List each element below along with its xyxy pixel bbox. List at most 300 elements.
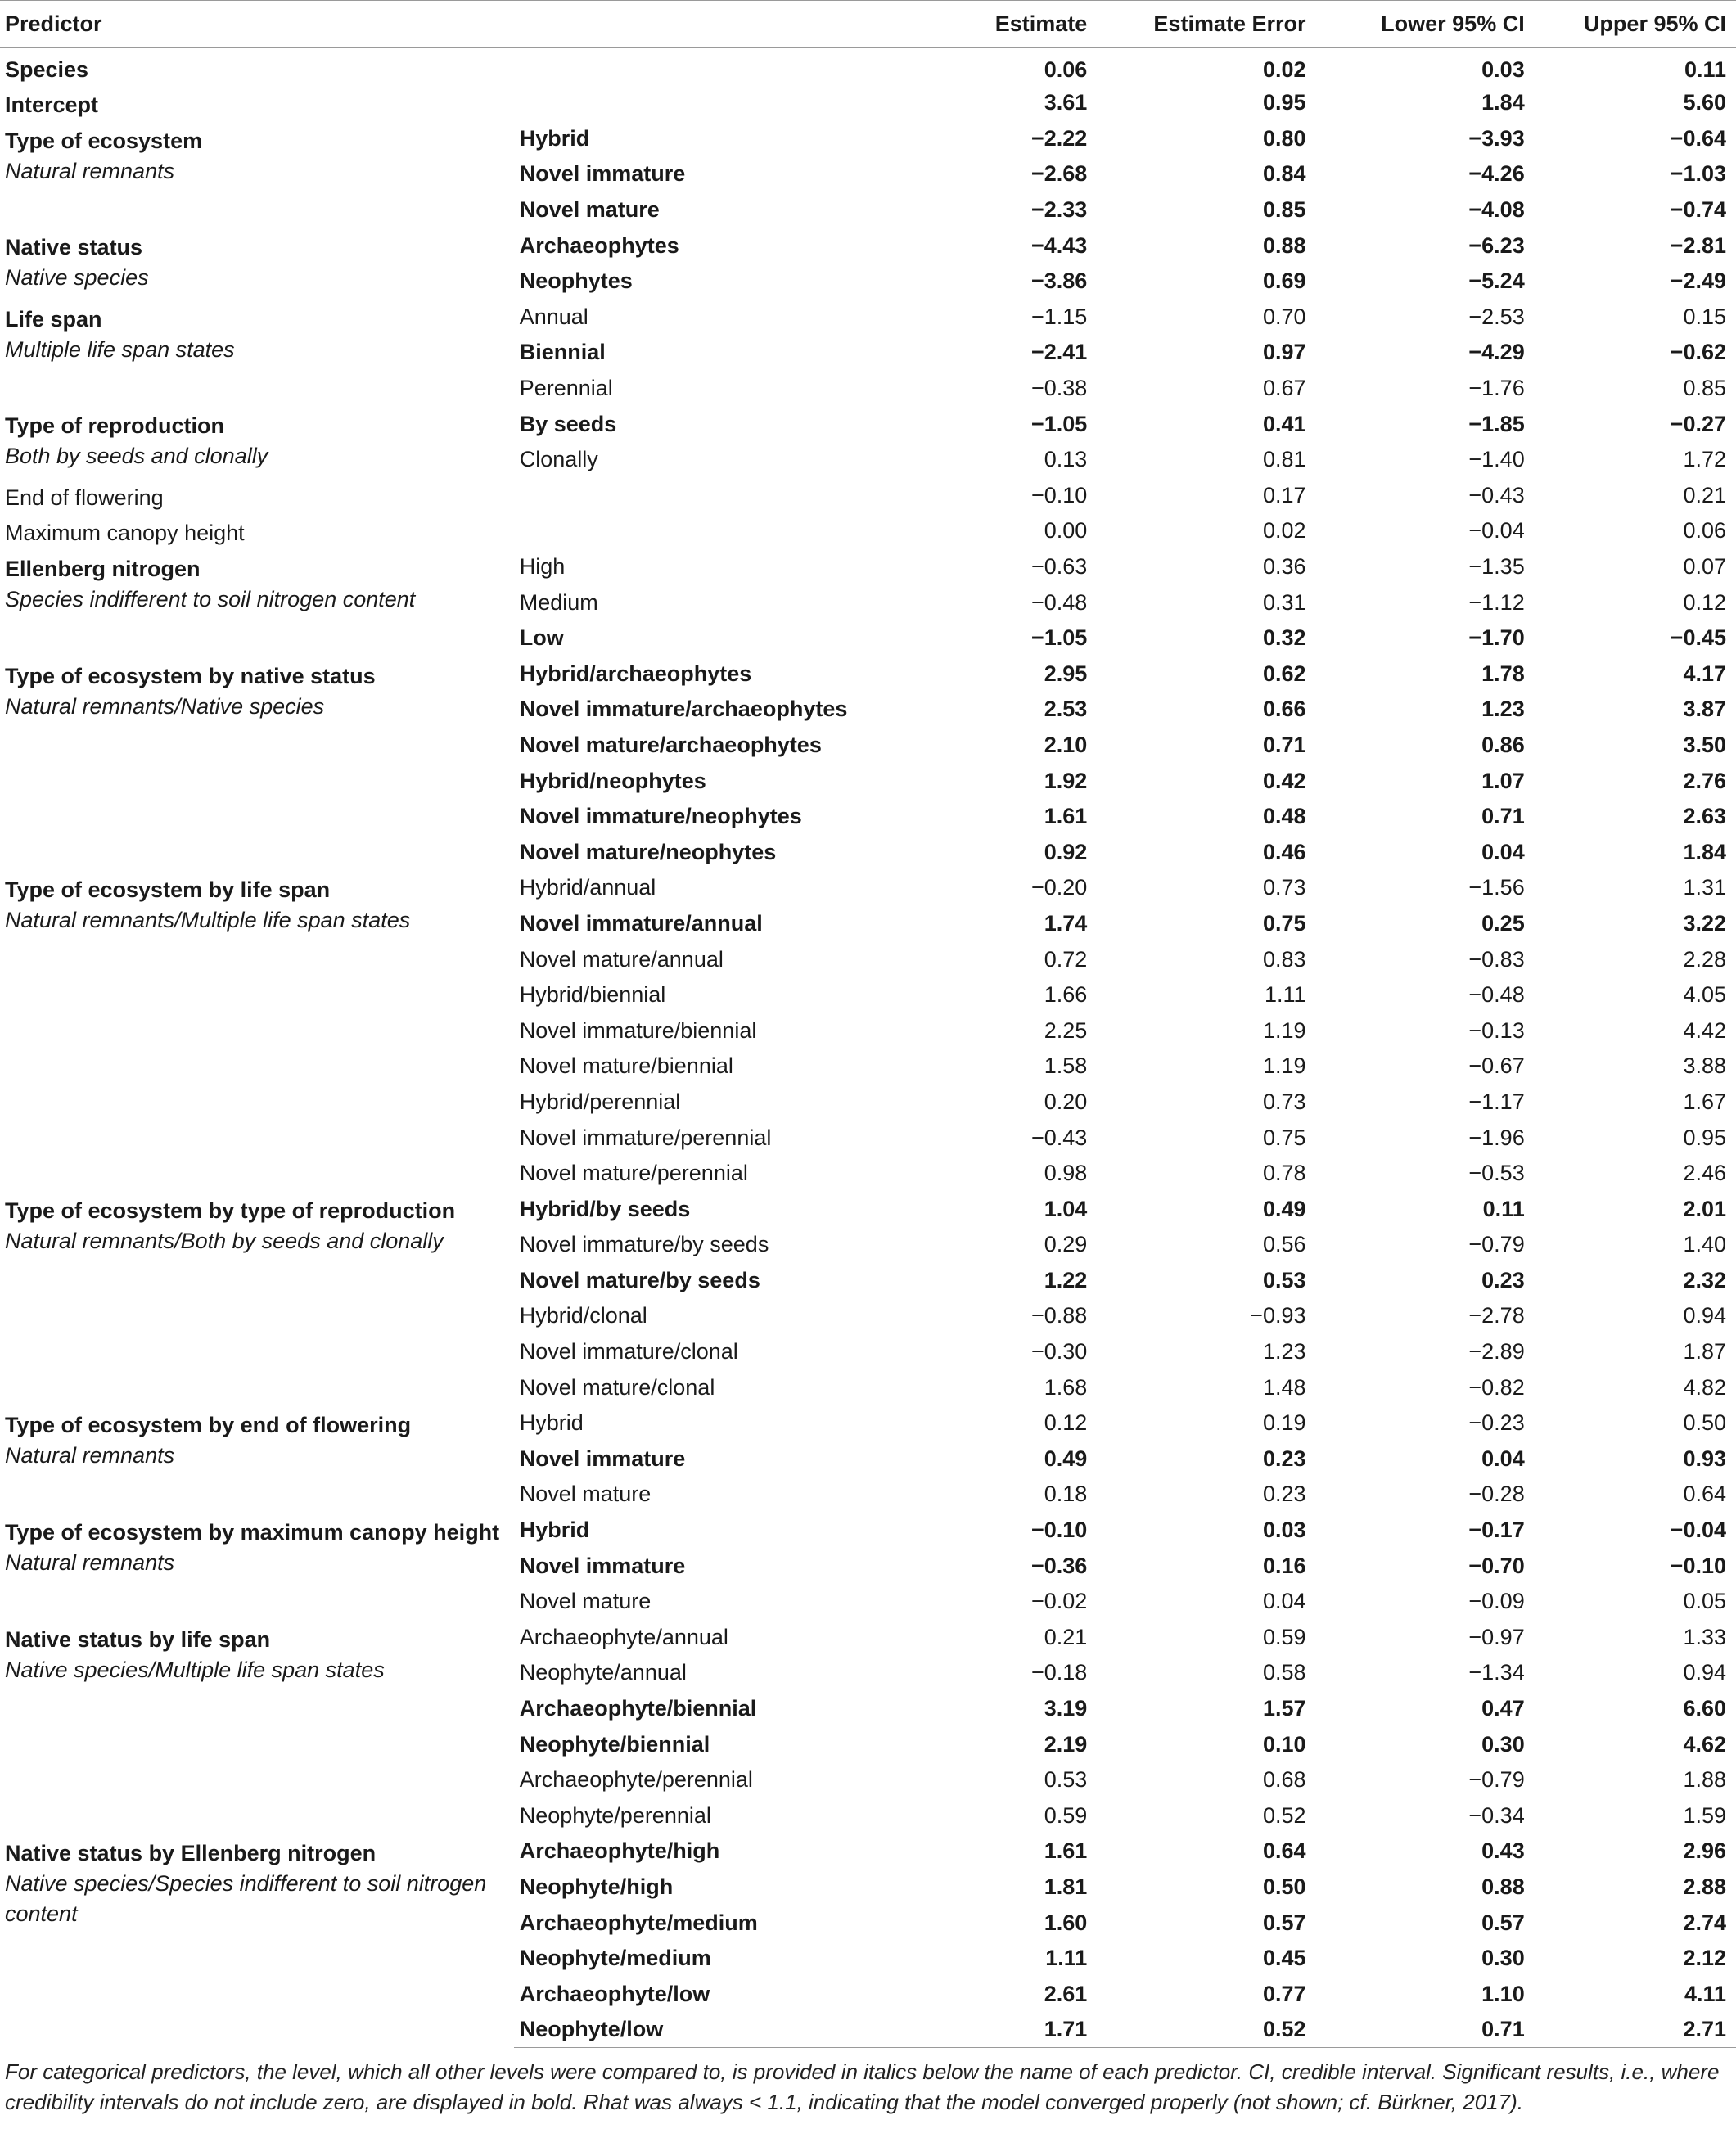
lower-ci-cell: −0.97: [1468, 1624, 1525, 1649]
table-row: [0, 121, 1736, 157]
table-row: [0, 478, 1736, 514]
lower-ci-cell: 1.78: [1481, 661, 1525, 686]
lower-ci-cell: −0.79: [1468, 1232, 1525, 1257]
estimate-cell: 2.61: [1044, 1981, 1088, 2006]
lower-ci-cell: −0.53: [1468, 1161, 1525, 1186]
lower-ci-cell: 1.07: [1481, 768, 1525, 793]
reference-level: Natural remnants: [5, 1442, 175, 1468]
estimate-error-cell: 0.84: [1262, 161, 1306, 187]
upper-ci-cell: −2.49: [1670, 268, 1726, 294]
lower-ci-cell: −0.48: [1468, 982, 1525, 1008]
lower-ci-cell: 0.88: [1481, 1874, 1525, 1899]
level-cell: Novel mature: [519, 197, 660, 223]
estimate-cell: −2.22: [1030, 125, 1088, 151]
estimate-cell: 3.19: [1044, 1696, 1088, 1721]
upper-ci-cell: 1.33: [1683, 1624, 1726, 1649]
lower-ci-cell: −0.34: [1468, 1802, 1525, 1828]
estimate-cell: 0.20: [1044, 1089, 1088, 1114]
lower-ci-cell: −4.29: [1468, 340, 1525, 365]
estimate-error-cell: −0.93: [1250, 1303, 1306, 1328]
level-cell: Neophytes: [519, 268, 633, 294]
predictor-cell: [0, 478, 514, 514]
estimate-cell: 0.13: [1044, 447, 1088, 472]
reference-level: Species indifferent to soil nitrogen content: [5, 586, 416, 611]
upper-ci-cell: 6.60: [1683, 1696, 1726, 1721]
table-row: [0, 1834, 1736, 1870]
estimate-cell: 0.06: [1044, 57, 1088, 82]
predictor-name: Native status by life span: [5, 1626, 271, 1652]
predictor-cell: [0, 406, 514, 477]
predictor-name: Type of reproduction: [5, 413, 224, 439]
level-cell: Archaeophyte/biennial: [519, 1696, 757, 1721]
estimate-cell: −1.15: [1030, 304, 1088, 329]
upper-ci-cell: 2.71: [1535, 2012, 1736, 2048]
estimate-cell: −2.33: [1030, 197, 1088, 223]
estimate-cell: 1.22: [1044, 1267, 1088, 1292]
lower-ci-cell: −1.40: [1468, 447, 1525, 472]
predictor-cell: [0, 48, 514, 86]
estimate-cell: 1.74: [1044, 910, 1088, 936]
lower-ci-cell: −0.83: [1468, 946, 1525, 972]
estimate-cell: 2.53: [1044, 697, 1088, 722]
estimate-error-cell: 0.59: [1262, 1624, 1306, 1649]
upper-ci-cell: 3.87: [1683, 697, 1726, 722]
level-cell: Hybrid/biennial: [519, 982, 666, 1008]
predictor-cell: [0, 870, 514, 1191]
estimate-error-cell: 0.85: [1262, 197, 1306, 223]
estimate-error-cell: 0.75: [1262, 910, 1306, 936]
level-cell: Archaeophyte/high: [519, 1838, 720, 1864]
lower-ci-cell: −1.17: [1468, 1089, 1525, 1114]
estimate-cell: 2.10: [1044, 732, 1088, 757]
estimate-error-cell: 0.73: [1262, 1089, 1306, 1114]
reference-level: Natural remnants/Multiple life span states: [5, 908, 411, 933]
level-cell: Novel mature/annual: [519, 946, 724, 972]
lower-ci-cell: −1.96: [1468, 1125, 1525, 1150]
table-row: [0, 1405, 1736, 1441]
upper-ci-cell: 0.93: [1683, 1446, 1726, 1471]
table-row: [0, 228, 1736, 264]
estimate-cell: −0.10: [1030, 482, 1088, 507]
predictor-name: Type of ecosystem by maximum canopy height: [5, 1519, 500, 1545]
predictor-name: Ellenberg nitrogen: [5, 556, 201, 581]
upper-ci-cell: 2.32: [1683, 1267, 1726, 1292]
level-cell: Biennial: [519, 340, 606, 365]
estimate-cell: −0.10: [1030, 1518, 1088, 1543]
predictor-cell: [0, 1620, 514, 1834]
estimate-error-cell: 1.23: [1262, 1339, 1306, 1364]
reference-level: Native species: [5, 265, 149, 291]
estimate-error-cell: 0.52: [1262, 1802, 1306, 1828]
upper-ci-cell: 0.50: [1683, 1410, 1726, 1436]
estimate-error-cell: 0.50: [1262, 1874, 1306, 1899]
lower-ci-cell: −2.78: [1468, 1303, 1525, 1328]
predictor-name: Type of ecosystem by end of flowering: [5, 1412, 412, 1437]
upper-ci-cell: 4.82: [1683, 1374, 1726, 1400]
lower-ci-cell: 0.30: [1481, 1946, 1525, 1971]
upper-ci-cell: 0.21: [1683, 482, 1726, 507]
level-cell: Annual: [519, 304, 588, 329]
predictor-cell: [0, 300, 514, 407]
estimate-cell: −0.43: [1030, 1125, 1088, 1150]
estimate-error-cell: 0.88: [1262, 232, 1306, 258]
level-cell: Archaeophyte/perennial: [519, 1767, 753, 1793]
reference-level: Natural remnants: [5, 1549, 175, 1575]
estimate-error-cell: 0.23: [1262, 1446, 1306, 1471]
lower-ci-cell: 0.57: [1481, 1910, 1525, 1935]
level-cell: Hybrid/clonal: [519, 1303, 647, 1328]
upper-ci-cell: 2.76: [1683, 768, 1726, 793]
predictor-name: Life span: [5, 306, 102, 332]
estimate-error-cell: 1.57: [1262, 1696, 1306, 1721]
estimate-error-cell: 0.64: [1262, 1838, 1306, 1864]
upper-ci-cell: −2.81: [1670, 232, 1726, 258]
estimate-cell: 0.98: [1044, 1161, 1088, 1186]
lower-ci-cell: 0.71: [1481, 804, 1525, 829]
level-cell: Neophyte/medium: [519, 1946, 711, 1971]
lower-ci-cell: −1.85: [1468, 411, 1525, 436]
estimate-cell: 2.25: [1044, 1017, 1088, 1043]
lower-ci-cell: 0.86: [1481, 732, 1525, 757]
lower-ci-cell: −0.70: [1468, 1553, 1525, 1578]
level-cell: Hybrid/annual: [519, 875, 656, 900]
reference-level: Natural remnants/Native species: [5, 693, 325, 719]
table-row: [0, 1620, 1736, 1656]
upper-ci-cell: 1.67: [1683, 1089, 1726, 1114]
level-cell: Clonally: [519, 447, 598, 472]
upper-ci-cell: 2.63: [1683, 804, 1726, 829]
lower-ci-cell: −0.17: [1468, 1518, 1525, 1543]
estimate-error-cell: 0.16: [1262, 1553, 1306, 1578]
reference-level: Native species/Species indifferent to soil nitrogen content: [5, 1871, 487, 1927]
lower-ci-cell: −0.09: [1468, 1589, 1525, 1614]
upper-ci-cell: 1.59: [1683, 1802, 1726, 1828]
lower-ci-cell: −2.53: [1468, 304, 1525, 329]
estimate-cell: 1.71: [878, 2012, 1097, 2048]
estimate-error-cell: 0.49: [1262, 1196, 1306, 1221]
header-predictor: Predictor: [0, 1, 514, 48]
predictor-cell: [0, 85, 514, 121]
upper-ci-cell: 4.11: [1684, 1981, 1726, 2006]
estimate-error-cell: 0.71: [1262, 732, 1306, 757]
table-row: [0, 656, 1736, 692]
estimate-cell: 2.19: [1044, 1731, 1088, 1757]
estimate-cell: −0.48: [1030, 589, 1088, 615]
estimate-error-cell: 0.45: [1262, 1946, 1306, 1971]
level-cell: Novel immature: [519, 161, 686, 187]
estimate-error-cell: 0.70: [1262, 304, 1306, 329]
estimate-error-cell: 0.57: [1262, 1910, 1306, 1935]
lower-ci-cell: −1.35: [1468, 554, 1525, 580]
estimate-error-cell: 0.78: [1262, 1161, 1306, 1186]
lower-ci-cell: −0.04: [1468, 518, 1525, 544]
level-cell: Perennial: [519, 376, 613, 401]
level-cell: Hybrid: [519, 125, 590, 151]
lower-ci-cell: −1.56: [1468, 875, 1525, 900]
upper-ci-cell: 0.94: [1683, 1303, 1726, 1328]
lower-ci-cell: 0.25: [1481, 910, 1525, 936]
level-cell: Novel immature/neophytes: [519, 804, 802, 829]
lower-ci-cell: −6.23: [1468, 232, 1525, 258]
upper-ci-cell: 0.11: [1684, 57, 1726, 82]
header-estimate-error: Estimate Error: [1097, 1, 1315, 48]
upper-ci-cell: 1.88: [1683, 1767, 1726, 1793]
estimate-cell: 1.66: [1044, 982, 1088, 1008]
level-cell: Novel mature/perennial: [519, 1161, 748, 1186]
upper-ci-cell: −0.04: [1670, 1518, 1726, 1543]
estimate-error-cell: 1.11: [1264, 982, 1306, 1008]
upper-ci-cell: 1.84: [1683, 839, 1726, 864]
estimate-cell: 3.61: [1044, 90, 1088, 115]
lower-ci-cell: 0.30: [1481, 1731, 1525, 1757]
predictor-cell: [0, 1405, 514, 1513]
level-cell: Novel mature/neophytes: [519, 839, 777, 864]
level-cell: [514, 48, 878, 86]
reference-level: Native species/Multiple life span states: [5, 1657, 385, 1682]
upper-ci-cell: 4.05: [1683, 982, 1726, 1008]
estimate-error-cell: 0.36: [1262, 554, 1306, 580]
level-cell: Neophyte/high: [519, 1874, 674, 1899]
estimate-cell: −2.41: [1030, 340, 1088, 365]
level-cell: Novel immature/by seeds: [519, 1232, 769, 1257]
predictor-cell: [0, 1834, 514, 2048]
estimate-error-cell: 0.81: [1262, 447, 1306, 472]
upper-ci-cell: 1.87: [1683, 1339, 1726, 1364]
upper-ci-cell: −0.10: [1670, 1553, 1726, 1578]
estimate-error-cell: 0.75: [1262, 1125, 1306, 1150]
estimate-error-cell: 0.17: [1262, 482, 1306, 507]
level-cell: Novel immature/perennial: [519, 1125, 772, 1150]
upper-ci-cell: 2.28: [1683, 946, 1726, 972]
upper-ci-cell: 4.17: [1683, 661, 1726, 686]
estimate-cell: 0.29: [1044, 1232, 1088, 1257]
level-cell: By seeds: [519, 411, 617, 436]
estimate-error-cell: 0.41: [1262, 411, 1306, 436]
estimate-cell: 0.21: [1044, 1624, 1088, 1649]
predictor-name: Type of ecosystem by type of reproduction: [5, 1198, 456, 1224]
upper-ci-cell: 0.85: [1683, 376, 1726, 401]
estimate-cell: 0.92: [1044, 839, 1088, 864]
estimate-cell: 1.60: [1044, 1910, 1088, 1935]
estimate-error-cell: 1.19: [1262, 1017, 1306, 1043]
reference-level: Both by seeds and clonally: [5, 444, 268, 469]
estimate-cell: −0.02: [1030, 1589, 1088, 1614]
estimate-error-cell: 0.42: [1262, 768, 1306, 793]
predictor-name: Type of ecosystem: [5, 128, 203, 153]
level-cell: Neophyte/annual: [519, 1660, 687, 1685]
level-cell: Hybrid: [519, 1410, 584, 1436]
estimate-cell: 1.81: [1044, 1874, 1088, 1899]
lower-ci-cell: −1.70: [1468, 625, 1525, 651]
header-upper-ci: Upper 95% CI: [1535, 1, 1736, 48]
lower-ci-cell: −1.34: [1468, 1660, 1525, 1685]
estimate-error-cell: 0.62: [1262, 661, 1306, 686]
upper-ci-cell: 5.60: [1683, 90, 1726, 115]
level-cell: Novel mature/clonal: [519, 1374, 715, 1400]
level-cell: Novel immature/annual: [519, 910, 763, 936]
estimate-error-cell: 0.80: [1262, 125, 1306, 151]
level-cell: Hybrid/perennial: [519, 1089, 681, 1114]
upper-ci-cell: 2.96: [1683, 1838, 1726, 1864]
upper-ci-cell: 3.50: [1683, 732, 1726, 757]
table-footnote: For categorical predictors, the level, which all other levels were compared to, is provided in italics below the name of each predictor. CI, credible interval. Significant results, i.e., where credibility intervals do not include zero, are displayed in bold. Rhat was always < 1.1, indicating that the model converged properly (not shown; cf. Bürkner, 2017).: [5, 2059, 1720, 2114]
level-cell: Novel mature/biennial: [519, 1053, 733, 1079]
upper-ci-cell: 1.40: [1683, 1232, 1726, 1257]
table-row: [0, 549, 1736, 585]
upper-ci-cell: 3.88: [1683, 1053, 1726, 1079]
estimate-cell: 0.72: [1044, 946, 1088, 972]
estimate-cell: 1.92: [1044, 768, 1088, 793]
lower-ci-cell: 0.23: [1481, 1267, 1525, 1292]
estimate-cell: 0.00: [1044, 518, 1088, 544]
lower-ci-cell: −2.89: [1468, 1339, 1525, 1364]
estimate-cell: −1.05: [1030, 625, 1088, 651]
estimate-error-cell: 0.77: [1262, 1981, 1306, 2006]
estimate-error-cell: 0.83: [1262, 946, 1306, 972]
upper-ci-cell: 0.64: [1683, 1482, 1726, 1507]
level-cell: Archaeophyte/medium: [519, 1910, 758, 1935]
level-cell: Novel immature: [519, 1446, 686, 1471]
estimate-error-cell: 0.19: [1262, 1410, 1306, 1436]
table-row: [0, 513, 1736, 549]
estimate-error-cell: 0.03: [1262, 1518, 1306, 1543]
estimate-cell: 1.61: [1044, 804, 1088, 829]
predictor-name: Native status: [5, 235, 143, 260]
level-cell: Novel immature/clonal: [519, 1339, 738, 1364]
upper-ci-cell: 1.72: [1683, 447, 1726, 472]
estimate-cell: 1.04: [1044, 1196, 1088, 1221]
table-row: [0, 48, 1736, 86]
estimate-cell: −0.38: [1030, 376, 1088, 401]
header-estimate: Estimate: [878, 1, 1097, 48]
predictor-cell: [0, 549, 514, 656]
lower-ci-cell: 0.43: [1481, 1838, 1525, 1864]
estimate-error-cell: 0.48: [1262, 804, 1306, 829]
estimate-cell: −2.68: [1030, 161, 1088, 187]
level-cell: Novel mature/archaeophytes: [519, 732, 822, 757]
header-row: [0, 1, 1736, 48]
estimate-cell: 0.12: [1044, 1410, 1088, 1436]
estimate-cell: −0.63: [1030, 554, 1088, 580]
lower-ci-cell: −0.13: [1468, 1017, 1525, 1043]
table-row: [0, 406, 1736, 442]
estimate-cell: 1.11: [1045, 1946, 1088, 1971]
level-cell: Novel immature/biennial: [519, 1017, 757, 1043]
estimate-error-cell: 0.02: [1262, 518, 1306, 544]
estimate-cell: −4.43: [1030, 232, 1088, 258]
estimate-error-cell: 0.02: [1262, 57, 1306, 82]
upper-ci-cell: 4.62: [1683, 1731, 1726, 1757]
table-row: [0, 1513, 1736, 1549]
upper-ci-cell: 2.12: [1683, 1946, 1726, 1971]
level-cell: Novel mature: [519, 1589, 652, 1614]
level-cell: Archaeophyte/low: [519, 1981, 710, 2006]
estimate-cell: −0.30: [1030, 1339, 1088, 1364]
upper-ci-cell: 1.31: [1683, 875, 1726, 900]
upper-ci-cell: 0.95: [1683, 1125, 1726, 1150]
level-cell: Neophyte/biennial: [519, 1731, 710, 1757]
estimate-cell: 0.18: [1044, 1482, 1088, 1507]
level-cell: Neophyte/low: [514, 2012, 878, 2048]
upper-ci-cell: −0.62: [1670, 340, 1726, 365]
estimate-error-cell: 0.53: [1262, 1267, 1306, 1292]
header-level: [514, 1, 878, 48]
level-cell: Novel immature/archaeophytes: [519, 697, 848, 722]
lower-ci-cell: −4.08: [1468, 197, 1525, 223]
lower-ci-cell: 1.10: [1481, 1981, 1525, 2006]
upper-ci-cell: 2.74: [1683, 1910, 1726, 1935]
estimate-error-cell: 1.48: [1262, 1374, 1306, 1400]
reference-level: Natural remnants: [5, 158, 175, 183]
estimate-error-cell: 0.67: [1262, 376, 1306, 401]
lower-ci-cell: 0.71: [1316, 2012, 1535, 2048]
predictor-name: Native status by Ellenberg nitrogen: [5, 1841, 377, 1866]
reference-level: Natural remnants/Both by seeds and clonally: [5, 1229, 444, 1254]
lower-ci-cell: −0.79: [1468, 1767, 1525, 1793]
upper-ci-cell: 0.05: [1683, 1589, 1726, 1614]
level-cell: Hybrid/by seeds: [519, 1196, 691, 1221]
lower-ci-cell: −0.23: [1468, 1410, 1525, 1436]
level-cell: Novel immature: [519, 1553, 686, 1578]
level-cell: Low: [519, 625, 564, 651]
level-cell: Novel mature/by seeds: [519, 1267, 760, 1292]
lower-ci-cell: 0.11: [1482, 1196, 1525, 1221]
estimate-cell: −0.88: [1030, 1303, 1088, 1328]
level-cell: Hybrid/neophytes: [519, 768, 706, 793]
estimate-error-cell: 0.32: [1262, 625, 1306, 651]
predictor-name: Maximum canopy height: [5, 521, 245, 546]
estimate-error-cell: 0.69: [1262, 268, 1306, 294]
level-cell: [514, 478, 878, 514]
estimate-cell: −0.18: [1030, 1660, 1088, 1685]
estimate-error-cell: 0.31: [1262, 589, 1306, 615]
predictor-cell: [0, 121, 514, 228]
estimate-cell: 1.61: [1044, 1838, 1088, 1864]
predictor-name: Species: [5, 57, 89, 82]
estimate-cell: 2.95: [1044, 661, 1088, 686]
estimate-cell: −1.05: [1030, 411, 1088, 436]
upper-ci-cell: 2.01: [1683, 1196, 1726, 1221]
estimate-cell: 0.59: [1044, 1802, 1088, 1828]
estimate-cell: −0.20: [1030, 875, 1088, 900]
lower-ci-cell: 0.03: [1481, 57, 1525, 82]
upper-ci-cell: −0.27: [1670, 411, 1726, 436]
predictor-name: End of flowering: [5, 485, 164, 510]
predictor-name: Intercept: [5, 92, 99, 117]
lower-ci-cell: −0.67: [1468, 1053, 1525, 1079]
lower-ci-cell: −5.24: [1468, 268, 1525, 294]
upper-ci-cell: −0.74: [1670, 197, 1726, 223]
table-row: [0, 870, 1736, 906]
level-cell: Neophyte/perennial: [519, 1802, 711, 1828]
upper-ci-cell: −1.03: [1670, 161, 1726, 187]
upper-ci-cell: 0.94: [1683, 1660, 1726, 1685]
predictor-cell: [0, 228, 514, 299]
upper-ci-cell: 0.15: [1683, 304, 1726, 329]
level-cell: Archaeophytes: [519, 232, 679, 258]
lower-ci-cell: 1.23: [1481, 697, 1525, 722]
level-cell: Novel mature: [519, 1482, 652, 1507]
upper-ci-cell: 4.42: [1683, 1017, 1726, 1043]
estimate-error-cell: 0.04: [1262, 1589, 1306, 1614]
upper-ci-cell: −0.45: [1670, 625, 1726, 651]
level-cell: Medium: [519, 589, 598, 615]
lower-ci-cell: −4.26: [1468, 161, 1525, 187]
estimate-error-cell: 0.56: [1262, 1232, 1306, 1257]
estimate-error-cell: 1.19: [1262, 1053, 1306, 1079]
lower-ci-cell: 0.04: [1481, 1446, 1525, 1471]
estimate-cell: 1.68: [1044, 1374, 1088, 1400]
